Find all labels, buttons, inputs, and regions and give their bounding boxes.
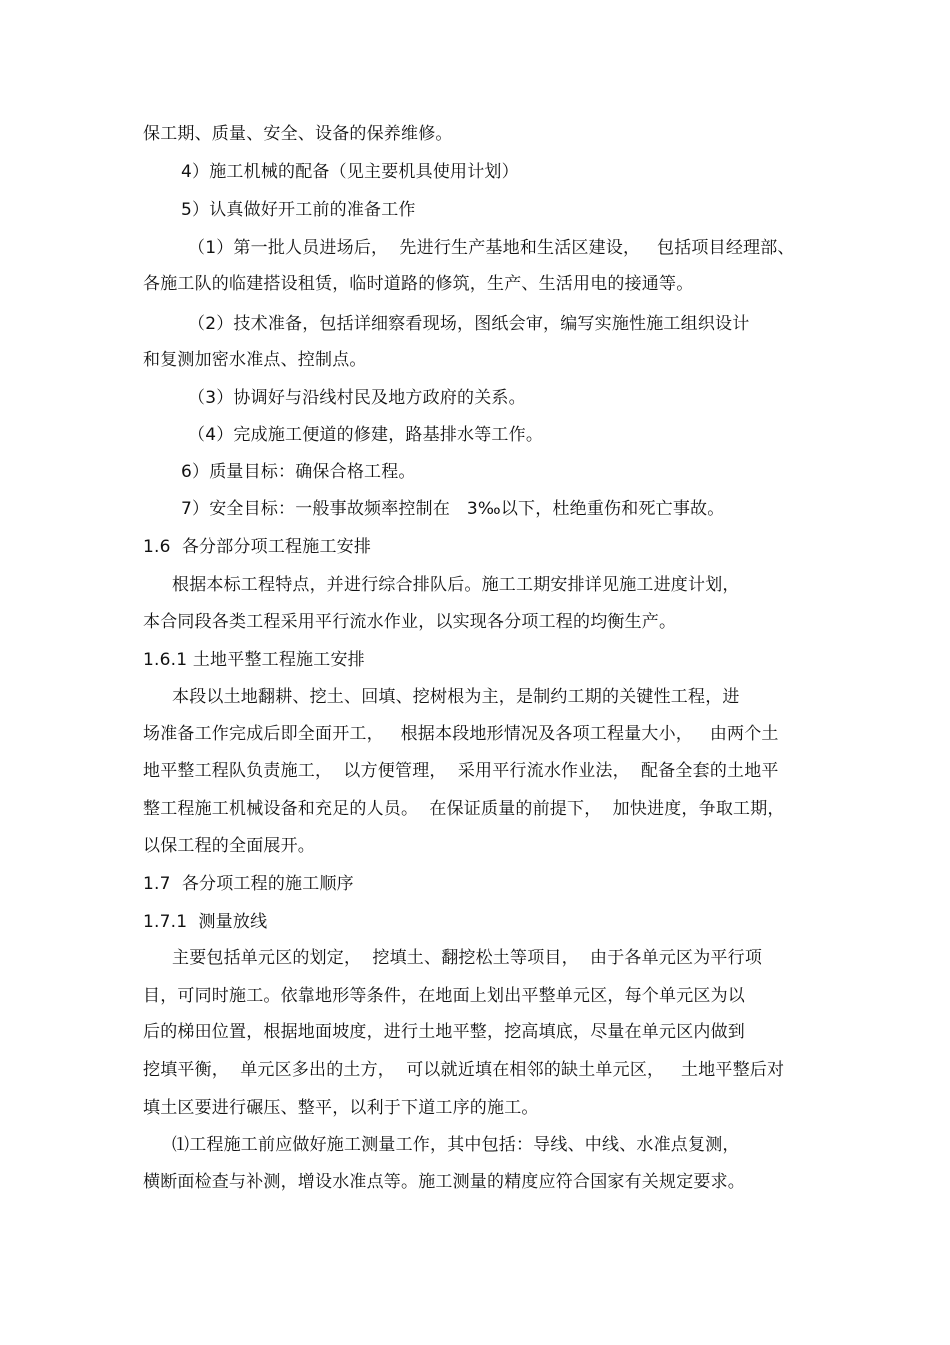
paragraph-line: 整工程施工机械设备和充足的人员。 在保证质量的前提下， 加快进度，争取工期， <box>143 799 785 819</box>
paragraph-line: 根据本标工程特点，并进行综合排队后。施工工期安排详见施工进度计划， <box>172 575 740 595</box>
paragraph-line: 填土区要进行碾压、整平，以利于下道工序的施工。 <box>143 1098 539 1118</box>
section-heading-1-6: 1.6 各分部分项工程施工安排 <box>143 537 372 557</box>
paragraph-line: 和复测加密水准点、控制点。 <box>143 350 367 370</box>
paragraph-line: 场准备工作完成后即全面开工， 根据本段地形情况及各项工程量大小， 由两个土 <box>143 724 779 744</box>
sub-item-1: （1）第一批人员进场后， 先进行生产基地和生活区建设， 包括项目经理部、 <box>188 238 795 258</box>
paragraph-line: ⑴工程施工前应做好施工测量工作，其中包括：导线、中线、水准点复测， <box>172 1135 740 1155</box>
paragraph-line: 主要包括单元区的划定， 挖填土、翻挖松土等项目， 由于各单元区为平行项 <box>172 948 763 968</box>
section-heading-1-6-1: 1.6.1 土地平整工程施工安排 <box>143 650 365 670</box>
paragraph-line: 目，可同时施工。依靠地形等条件，在地面上划出平整单元区，每个单元区为以 <box>143 986 745 1006</box>
paragraph-line: 本段以土地翻耕、挖土、回填、挖树根为主，是制约工期的关键性工程，进 <box>172 687 740 707</box>
sub-item-2: （2）技术准备，包括详细察看现场，图纸会审，编写实施性施工组织设计 <box>188 314 750 334</box>
paragraph-line: 地平整工程队负责施工， 以方便管理， 采用平行流水作业法， 配备全套的土地平 <box>143 761 779 781</box>
paragraph-line: 挖填平衡， 单元区多出的土方， 可以就近填在相邻的缺土单元区， 土地平整后对 <box>143 1060 785 1080</box>
list-item-7: 7）安全目标：一般事故频率控制在 3‰以下，杜绝重伤和死亡事故。 <box>181 499 725 519</box>
list-item-5: 5）认真做好开工前的准备工作 <box>181 200 416 220</box>
list-item-6: 6）质量目标：确保合格工程。 <box>181 462 416 482</box>
sub-item-3: （3）协调好与沿线村民及地方政府的关系。 <box>188 388 526 408</box>
paragraph-line: 横断面检查与补测，增设水准点等。施工测量的精度应符合国家有关规定要求。 <box>143 1172 745 1192</box>
paragraph-line: 保工期、质量、安全、设备的保养维修。 <box>143 124 453 144</box>
list-item-4: 4）施工机械的配备（见主要机具使用计划） <box>181 162 519 182</box>
section-heading-1-7: 1.7 各分项工程的施工顺序 <box>143 874 354 894</box>
paragraph-line: 本合同段各类工程采用平行流水作业，以实现各分项工程的均衡生产。 <box>143 612 677 632</box>
paragraph-line: 各施工队的临建搭设租赁，临时道路的修筑，生产、生活用电的接通等。 <box>143 274 694 294</box>
paragraph-line: 以保工程的全面展开。 <box>143 836 315 856</box>
section-heading-1-7-1: 1.7.1 测量放线 <box>143 912 268 932</box>
sub-item-4: （4）完成施工便道的修建，路基排水等工作。 <box>188 425 544 445</box>
paragraph-line: 后的梯田位置，根据地面坡度，进行土地平整，挖高填底，尽量在单元区内做到 <box>143 1022 745 1042</box>
